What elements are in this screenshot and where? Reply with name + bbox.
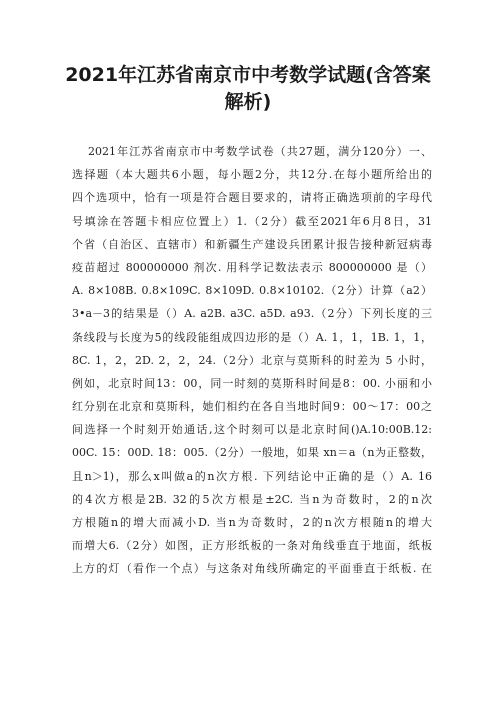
body-line: A. 8×108B. 0.8×109C. 8×109D. 0.8×10102.（2分）计算（a2） [72, 284, 432, 298]
document-title [40, 62, 456, 116]
title-line: 解析) [224, 91, 272, 113]
body-line: 2021年江苏省南京市中考数学试卷（共27题，满分120分）一、 [88, 145, 432, 158]
body-line: 3•a－3的结果是（）A. a2B. a3C. a5D. a93.（2分）下列长度的三 [72, 307, 432, 321]
body-line: 00C. 15：00D. 18：005.（2分）一般地，如果 xn＝a（n为正整数， [72, 446, 432, 460]
body-line: 的4次方根是2B. 32的5次方根是±2C. 当n为奇数时，2的n次 [72, 492, 432, 506]
body-line: 例如，北京时间13：00，同一时刻的莫斯科时间是8：00. 小丽和小 [72, 376, 432, 390]
body-line: 上方的灯（看作一个点）与这条对角线所确定的平面垂直于纸板. 在 [72, 562, 432, 576]
body-line: 疫苗超过 800000000 剂次. 用科学记数法表示 800000000 是（） [72, 260, 432, 274]
body-line: 8C. 1，2，2D. 2，2，24.（2分）北京与莫斯科的时差为 5 小时， [72, 353, 432, 367]
body-line: 方根随n的增大而减小D. 当n为奇数时，2的n次方根随n的增大 [72, 516, 432, 529]
body-line: 选择题（本大题共6小题，每小题2分，共12分.在每小题所给出的 [72, 168, 432, 182]
body-line: 四个选项中，恰有一项是符合题目要求的，请将正确选项前的字母代 [72, 191, 432, 205]
document-body [72, 140, 432, 581]
body-line: 红分别在北京和莫斯科，她们相约在各自当地时间9：00～17：00之 [72, 400, 432, 414]
body-line: 个省（自治区、直辖市）和新疆生产建设兵团累计报告接种新冠病毒 [72, 237, 432, 251]
body-line: 而增大6.（2分）如图，正方形纸板的一条对角线垂直于地面，纸板 [72, 539, 432, 553]
body-line: 号填涂在答题卡相应位置上）1.（2分）截至2021年6月8日，31 [72, 214, 432, 228]
body-line: 条线段与长度为5的线段能组成四边形的是（）A. 1，1，1B. 1，1， [72, 330, 432, 344]
body-line: 间选择一个时刻开始通话,这个时刻可以是北京时间()A.10:00B.12: [72, 423, 432, 437]
body-line: 且n＞1)，那么x叫做a的n次方根. 下列结论中正确的是（）A. 16 [72, 469, 432, 483]
title-line: 2021年江苏省南京市中考数学试题(含答案 [65, 64, 431, 86]
